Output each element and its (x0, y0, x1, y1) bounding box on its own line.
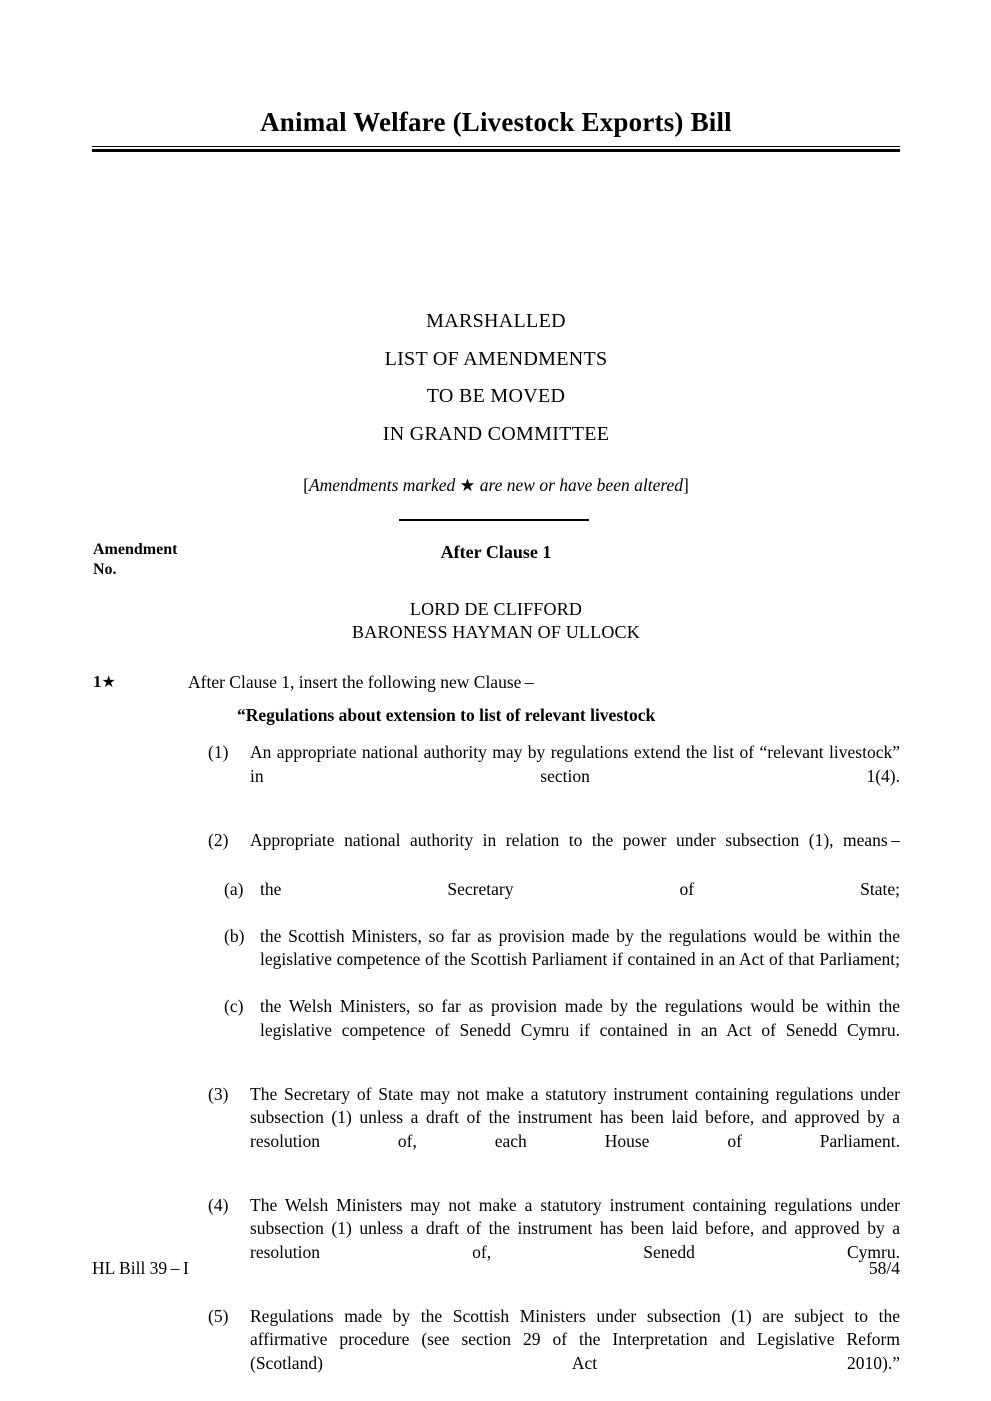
subsection (208, 1194, 900, 1288)
star-icon: ★ (459, 475, 476, 495)
list-item (224, 925, 900, 996)
subsection-text: The Secretary of State may not make a statutory instrument containing regulations under subsection (1) unless a draft of the instrument has been laid before, and approved by a resolution of, each House of Parliament. (250, 1083, 900, 1151)
list-item (224, 878, 900, 925)
subsection-text: An appropriate national authority may by regulations extend the list of “relevant livestock” in section 1(4). (250, 742, 900, 786)
heading-line-to-be-moved: TO BE MOVED (426, 385, 566, 407)
note-text-after-star: are new or have been altered (475, 475, 684, 495)
subsection-marker: (5) (208, 1305, 229, 1326)
subsection (208, 741, 900, 812)
sponsoring-peers (92, 598, 900, 643)
peer-name: BARONESS HAYMAN OF ULLOCK (352, 621, 640, 642)
heading-line-marshalled: MARSHALLED (426, 310, 566, 332)
subsection (208, 829, 900, 876)
subsection-marker: (2) (208, 829, 229, 850)
amendment-number (93, 672, 116, 692)
sub-item-text: the Scottish Ministers, so far as provision made by the regulations would be within the legislative competence of the Scottish Parliament if contained in an Act of that Parliament; (260, 925, 900, 969)
new-clause-title: “Regulations about extension to list of relevant livestock (237, 705, 656, 725)
note-open-bracket: [ (303, 475, 309, 495)
lettered-sub-items (224, 878, 900, 1066)
sub-item-marker: (b) (224, 925, 245, 946)
title-rule-thick (92, 149, 900, 152)
new-or-altered-note (92, 473, 900, 497)
spacer (208, 1066, 900, 1083)
footer-bill-reference: HL Bill 39 – I (92, 1258, 189, 1278)
sub-item-text: the Welsh Ministers, so far as provision made by the regulations would be within the legislative competence of Senedd Cymru if contained in an Act of Senedd Cymru. (260, 996, 900, 1040)
section-divider-rule (399, 519, 589, 521)
marshalled-list-heading (92, 303, 900, 497)
subsection-text: Regulations made by the Scottish Ministers under subsection (1) are subject to the affirmative procedure (see section 29 of the Interpretation and Legislative Reform (Scotland) Act 2010).” (250, 1305, 900, 1373)
title-rule-thin (92, 146, 900, 147)
subsection (208, 1305, 900, 1399)
star-icon: ★ (101, 674, 116, 691)
subsection-marker: (3) (208, 1083, 229, 1104)
heading-line-in-grand-committee: IN GRAND COMMITTEE (382, 422, 610, 445)
page-title: Animal Welfare (Livestock Exports) Bill (260, 107, 732, 137)
list-item (224, 995, 900, 1066)
subsection-marker: (4) (208, 1194, 229, 1215)
amendment-number-value: 1 (93, 672, 102, 691)
sub-item-text: the Secretary of State; (260, 878, 900, 899)
peer-name: LORD DE CLIFFORD (409, 599, 583, 619)
footer-page-reference: 58/4 (868, 1258, 900, 1278)
note-close-bracket: ] (683, 475, 689, 495)
subsection-text: Appropriate national authority in relation to the power under subsection (1), means – (250, 829, 900, 850)
amendment-body (208, 741, 900, 1399)
title-double-rule (92, 146, 900, 152)
subsection-marker: (1) (208, 742, 229, 762)
amendment-instruction: After Clause 1, insert the following new Clause – (188, 672, 534, 692)
subsection (208, 1083, 900, 1177)
amendment-no-line-2: No. (93, 561, 117, 578)
sub-item-marker: (a) (224, 878, 244, 899)
heading-line-list-of-amendments: LIST OF AMENDMENTS (384, 347, 608, 370)
section-heading-after-clause-1: After Clause 1 (440, 542, 552, 562)
note-text-before-star: Amendments marked (308, 475, 460, 495)
sub-item-marker: (c) (224, 996, 244, 1016)
amendment-no-line-1: Amendment (93, 541, 178, 558)
subsection-text: The Welsh Ministers may not make a statutory instrument containing regulations under subsection (1) unless a draft of the instrument has been laid before, and approved by a resolution of, Senedd Cymru. (250, 1194, 900, 1262)
